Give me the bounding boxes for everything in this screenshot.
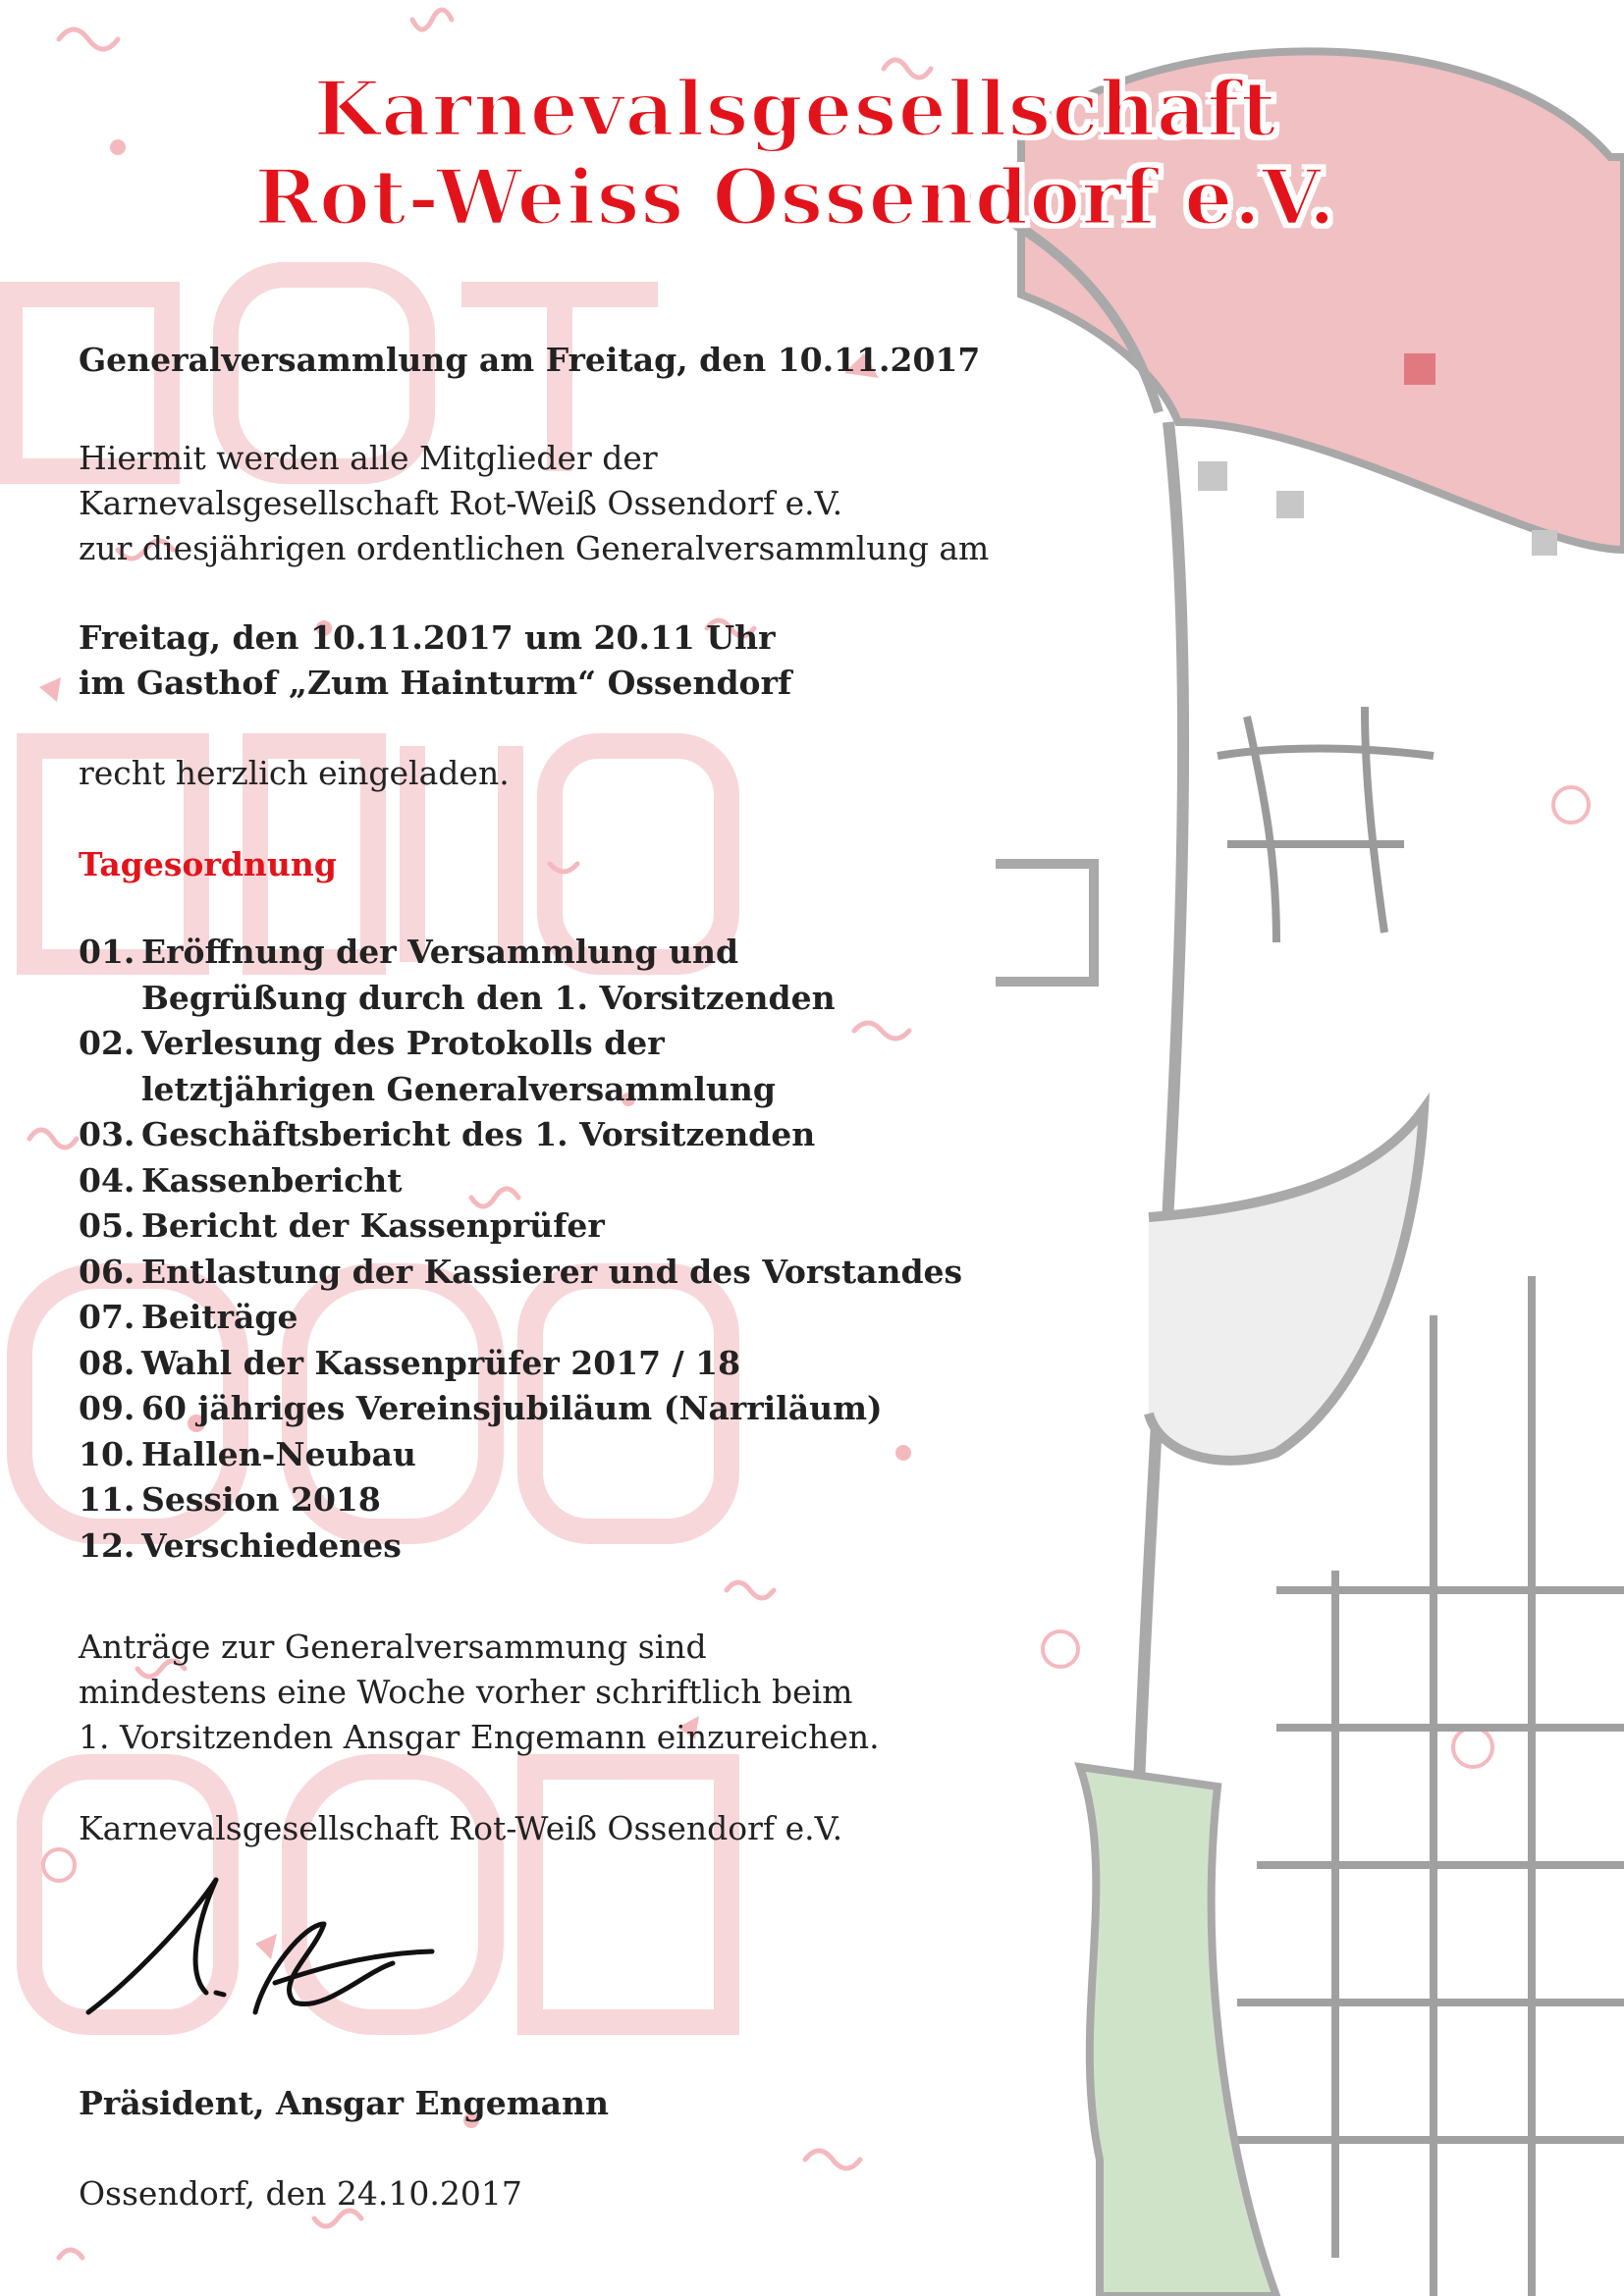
intro-line-2: Karnevalsgesellschaft Rot-Weiß Ossendorf e.V. xyxy=(79,484,843,522)
intro-line-1: Hiermit werden alle Mitglieder der xyxy=(79,439,658,477)
agenda-item: 03. Geschäftsbericht des 1. Vorsitzenden xyxy=(79,1115,816,1153)
title-line-2: Rot-Weiss Ossendorf e.V. xyxy=(254,153,1336,242)
notice-line-2: mindestens eine Woche vorher schriftlich beim xyxy=(79,1673,853,1711)
event-line-1: Freitag, den 10.11.2017 um 20.11 Uhr xyxy=(79,618,776,657)
agenda-item: 12. Verschiedenes xyxy=(79,1525,402,1565)
signature-image xyxy=(69,1865,442,2042)
agenda-item: 07. Beiträge xyxy=(79,1298,298,1336)
agenda-item-continuation: letztjährigen Generalversammlung xyxy=(141,1069,776,1108)
place-date: Ossendorf, den 24.10.2017 xyxy=(79,2174,522,2213)
agenda-title: Tagesordnung xyxy=(79,845,337,883)
agenda-item: 10. Hallen-Neubau xyxy=(79,1434,416,1473)
agenda-list xyxy=(79,930,962,1569)
agenda-item: 11. Session 2018 xyxy=(79,1480,381,1519)
event-line-2: im Gasthof „Zum Hainturm“ Ossendorf xyxy=(79,664,792,702)
agenda-item: 06. Entlastung der Kassierer und des Vorstandes xyxy=(79,1252,963,1291)
notice-line-1: Anträge zur Generalversammung sind xyxy=(79,1628,707,1666)
signer-name: Präsident, Ansgar Engemann xyxy=(79,2084,609,2122)
agenda-item: 08. Wahl der Kassenprüfer 2017 / 18 xyxy=(79,1343,741,1382)
title-line-1: Karnevalsgesellschaft xyxy=(313,65,1277,154)
agenda-item: 09. 60 jähriges Vereinsjubiläum (Narriläum) xyxy=(79,1389,883,1427)
agenda-item: 01. Eröffnung der Versammlung und xyxy=(79,933,739,971)
agenda-item: 02. Verlesung des Protokolls der xyxy=(79,1024,665,1062)
agenda-item: 04. Kassenbericht xyxy=(79,1160,403,1200)
invite-text: recht herzlich eingeladen. xyxy=(79,754,510,792)
intro-line-3: zur diesjährigen ordentlichen Generalversammlung am xyxy=(79,529,990,567)
notice-line-3: 1. Vorsitzenden Ansgar Engemann einzureichen. xyxy=(79,1718,880,1756)
closing-org: Karnevalsgesellschaft Rot-Weiß Ossendorf e.V. xyxy=(79,1809,843,1847)
agenda-item-continuation: Begrüßung durch den 1. Vorsitzenden xyxy=(141,978,836,1017)
agenda-item: 05. Bericht der Kassenprüfer xyxy=(79,1206,605,1245)
heading: Generalversammlung am Freitag, den 10.11.2017 xyxy=(79,341,981,379)
